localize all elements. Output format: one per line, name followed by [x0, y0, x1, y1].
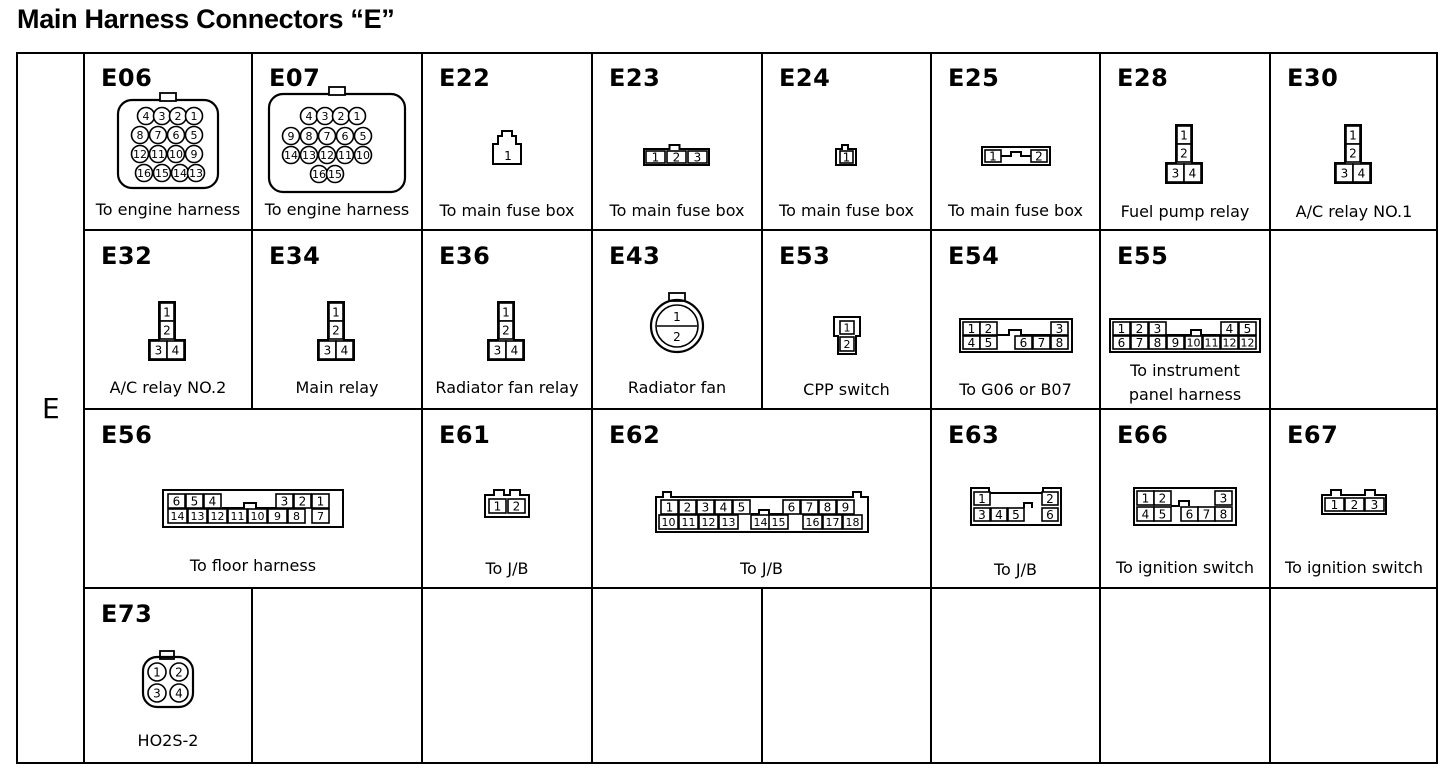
pin-number: 1	[153, 665, 161, 680]
pin-number: 6	[1117, 335, 1126, 350]
connector-key	[1024, 503, 1032, 508]
connector-diagram	[252, 301, 422, 363]
column-divider	[591, 52, 593, 230]
pin-number: 7	[323, 129, 331, 143]
pin-number: 1	[1117, 321, 1126, 336]
pin-number: 3	[1219, 491, 1228, 506]
pin-number: 10	[169, 147, 183, 161]
pin-number: 9	[287, 129, 295, 143]
pin-number: 7	[317, 509, 324, 523]
connector-diagram	[931, 146, 1100, 166]
pin-number: 12	[210, 509, 225, 523]
pin-number: 6	[172, 494, 181, 509]
connector-code: E67	[1287, 421, 1339, 449]
pin-number: 5	[359, 129, 367, 143]
column-divider	[591, 409, 593, 588]
connector-code: E53	[779, 242, 831, 270]
pin-number: 10	[356, 148, 370, 162]
pin-number: 3	[280, 494, 289, 509]
pin-number: 2	[298, 494, 307, 509]
connector-face-svg	[643, 144, 711, 166]
pin-number: 11	[151, 147, 165, 161]
connector-diagram	[1270, 489, 1438, 515]
column-divider	[251, 588, 253, 764]
column-divider	[930, 588, 932, 764]
connector-diagram	[422, 130, 592, 166]
pin-number: 8	[136, 128, 144, 142]
pin-number: 6	[1185, 507, 1194, 522]
pin-number: 7	[1037, 335, 1045, 350]
column-divider	[591, 230, 593, 409]
pin-number: 1	[316, 494, 325, 509]
pin-number: 9	[274, 509, 281, 523]
column-divider	[1099, 230, 1101, 409]
connector-description: To floor harness	[189, 556, 317, 575]
connector-cell-e67	[1270, 409, 1438, 588]
connector-code: E55	[1117, 242, 1169, 270]
connector-face-svg	[981, 146, 1051, 166]
connector-cell-e55	[1100, 230, 1270, 409]
connector-key	[1166, 330, 1221, 335]
pin-number: 2	[683, 500, 691, 515]
pin-number: 4	[171, 343, 180, 358]
pin-number: 14	[753, 515, 767, 529]
pin-number: 2	[984, 321, 992, 336]
pin-number: 5	[190, 128, 198, 142]
connector-code: E63	[948, 421, 1000, 449]
pin-number: 6	[341, 129, 349, 143]
page-title: Main Harness Connectors “E”	[17, 4, 395, 34]
connector-description: To ignition switch	[1285, 558, 1423, 577]
connector-diagram	[84, 301, 252, 363]
connector-diagram	[1100, 124, 1270, 186]
connector-code: E62	[609, 421, 661, 449]
pin-number: 4	[719, 500, 727, 515]
pin-number: 8	[293, 509, 300, 523]
column-divider	[761, 230, 763, 409]
pin-number: 3	[1340, 166, 1349, 181]
connector-code: E66	[1117, 421, 1169, 449]
connector-description: To main fuse box	[609, 201, 745, 220]
connector-diagram	[84, 650, 252, 710]
pin-number: 8	[1153, 335, 1162, 350]
connector-diagram	[592, 144, 762, 166]
connector-key	[1171, 501, 1189, 506]
connector-diagram	[422, 489, 592, 519]
pin-number: 17	[825, 515, 839, 529]
pin-number: 11	[1204, 336, 1219, 350]
pin-number: 2	[1180, 146, 1188, 161]
pin-number: 13	[302, 148, 316, 162]
pin-number: 3	[977, 507, 986, 522]
pin-number: 11	[681, 515, 695, 529]
grid-border-top	[16, 52, 1438, 54]
pin-number: 12	[701, 515, 715, 529]
pin-number: 9	[190, 147, 198, 161]
pin-number: 4	[994, 507, 1003, 522]
connector-description: To main fuse box	[779, 201, 914, 220]
connector-cell-e30	[1270, 52, 1438, 230]
pin-number: 2	[512, 499, 521, 514]
connector-face-svg	[488, 301, 526, 363]
pin-number: 1	[988, 149, 997, 164]
connector-code: E36	[439, 242, 491, 270]
pin-number: 16	[137, 166, 151, 180]
pin-number: 18	[845, 515, 859, 529]
pin-number: 3	[1171, 166, 1180, 181]
connector-key	[222, 503, 276, 508]
grid-border-left	[16, 52, 18, 764]
pin-number: 13	[189, 166, 203, 180]
pin-number: 1	[1349, 128, 1357, 143]
pin-number: 3	[493, 343, 502, 358]
connector-diagram	[762, 316, 931, 356]
pin-number: 5	[1158, 507, 1167, 522]
connector-description: To main fuse box	[439, 201, 575, 220]
connector-cell-e56	[84, 409, 422, 588]
connector-diagram	[931, 487, 1100, 527]
pin-number: 1	[977, 491, 986, 506]
pin-number: 1	[332, 305, 340, 320]
connector-diagram	[1270, 124, 1438, 186]
pin-number: 2	[1349, 146, 1357, 161]
column-divider	[1269, 588, 1271, 764]
pin-number: 15	[771, 515, 785, 529]
column-divider	[1269, 52, 1271, 230]
connector-key	[997, 330, 1051, 335]
pin-number: 1	[502, 305, 510, 320]
connector-diagram	[422, 301, 592, 363]
pin-number: 10	[250, 509, 265, 523]
pin-number: 11	[338, 148, 352, 162]
connector-diagram	[84, 489, 422, 529]
pin-number: 16	[312, 167, 326, 181]
connector-cell-e25	[931, 52, 1100, 230]
connector-lock-tab	[329, 87, 345, 95]
connector-diagram	[1100, 318, 1270, 354]
pin-number: 4	[305, 109, 313, 123]
pin-number: 3	[1153, 321, 1162, 336]
pin-number: 2	[174, 109, 182, 123]
pin-number: 1	[665, 500, 673, 515]
pin-number: 4	[510, 343, 519, 358]
pin-number: 2	[843, 337, 850, 351]
connector-cell-e07	[252, 52, 422, 230]
connector-cell-e62	[592, 409, 931, 588]
connector-description: To J/B	[485, 559, 529, 578]
pin-number: 6	[1019, 335, 1027, 350]
pin-number: 3	[158, 109, 166, 123]
connector-description: To ignition switch	[1116, 558, 1254, 577]
pin-number: 1	[493, 499, 502, 514]
connector-code: E61	[439, 421, 491, 449]
connector-face-svg	[1133, 487, 1237, 527]
connector-key	[1001, 152, 1031, 156]
connector-diagram	[931, 318, 1100, 354]
connector-description: Fuel pump relay	[1120, 202, 1250, 221]
connector-face-svg	[116, 92, 220, 192]
connector-lock-tab	[160, 93, 176, 101]
connector-face-svg	[830, 316, 864, 356]
pin-number: 4	[1188, 166, 1197, 181]
connector-description: To main fuse box	[948, 201, 1083, 220]
pin-number: 14	[170, 509, 185, 523]
connector-cell-e28	[1100, 52, 1270, 230]
connector-description: A/C relay NO.2	[109, 378, 227, 397]
pin-number: 6	[787, 500, 795, 515]
pin-number: 5	[190, 494, 199, 509]
pin-number: 5	[1011, 507, 1020, 522]
column-divider	[930, 52, 932, 230]
connector-code: E56	[101, 421, 153, 449]
pin-number: 10	[1186, 336, 1201, 350]
pin-number: 3	[321, 109, 329, 123]
connector-face-svg	[959, 318, 1073, 354]
connector-code: E23	[609, 64, 661, 92]
connector-cell-e43	[592, 230, 762, 409]
pin-number: 10	[661, 515, 675, 529]
connector-description-line1: To instrument	[1130, 361, 1240, 380]
pin-number: 7	[1202, 507, 1211, 522]
connector-face-svg	[655, 491, 869, 533]
connector-diagram	[762, 144, 931, 166]
connector-face-svg	[138, 650, 198, 710]
connector-cell-e34	[252, 230, 422, 409]
pin-number: 15	[155, 166, 169, 180]
pin-number: 2	[1158, 491, 1167, 506]
connector-description: To J/B	[993, 560, 1037, 579]
connector-description: Radiator fan	[627, 378, 727, 397]
pin-number: 1	[843, 321, 850, 335]
connector-diagram	[252, 86, 422, 196]
connector-face-svg	[1166, 124, 1204, 186]
pin-number: 1	[1180, 128, 1188, 143]
connector-description: CPP switch	[803, 380, 890, 399]
connector-diagram	[1100, 487, 1270, 527]
connector-face-svg	[318, 301, 356, 363]
pin-number: 8	[1219, 507, 1228, 522]
pin-number: 7	[805, 500, 813, 515]
connector-face-svg	[835, 144, 859, 166]
connector-grid	[16, 52, 1438, 764]
connector-face-svg	[267, 86, 407, 196]
pin-number: 1	[163, 305, 171, 320]
column-divider	[591, 588, 593, 764]
connector-code: E25	[948, 64, 1000, 92]
connector-cell-e66	[1100, 409, 1270, 588]
connector-cell-e06	[84, 52, 252, 230]
pin-number: 1	[1330, 497, 1339, 512]
pin-number: 2	[1135, 321, 1144, 336]
pin-number: 1	[504, 149, 512, 163]
pin-number: 3	[701, 500, 709, 515]
connector-face-svg	[490, 130, 524, 166]
connector-description: A/C relay NO.1	[1295, 202, 1413, 221]
column-divider	[930, 230, 932, 409]
pin-number: 3	[1055, 321, 1063, 336]
connector-face-svg	[970, 487, 1062, 527]
connector-cell-e32	[84, 230, 252, 409]
pin-number: 5	[1243, 321, 1252, 336]
connector-face-svg	[1321, 489, 1387, 515]
connector-face-svg	[1335, 124, 1373, 186]
connector-code: E30	[1287, 64, 1339, 92]
connector-cell-e23	[592, 52, 762, 230]
connector-code: E22	[439, 64, 491, 92]
connector-description: Main relay	[295, 378, 379, 397]
pin-number: 7	[154, 128, 162, 142]
connector-code: E32	[101, 242, 153, 270]
connector-cell-e54	[931, 230, 1100, 409]
pin-number: 2	[1034, 149, 1043, 164]
connector-face-svg	[484, 489, 530, 519]
pin-number: 14	[173, 166, 187, 180]
pin-number: 6	[1045, 507, 1054, 522]
pin-number: 4	[1357, 166, 1366, 181]
pin-number: 1	[1141, 491, 1150, 506]
pin-number: 4	[142, 109, 150, 123]
column-divider	[1269, 409, 1271, 588]
pin-number: 2	[1350, 497, 1359, 512]
pin-number: 13	[190, 509, 205, 523]
connector-cell-e36	[422, 230, 592, 409]
pin-number: 5	[737, 500, 745, 515]
pin-number: 14	[284, 148, 298, 162]
connector-key	[751, 510, 783, 514]
pin-number: 12	[1222, 336, 1237, 350]
connector-diagram	[84, 92, 252, 192]
pin-number: 12	[133, 147, 147, 161]
connector-cell-e22	[422, 52, 592, 230]
column-divider	[421, 230, 423, 409]
pin-number: 4	[967, 335, 975, 350]
pin-number: 3	[323, 343, 332, 358]
pin-number: 1	[190, 109, 198, 123]
connector-cell-e73	[84, 588, 252, 764]
pin-number: 16	[805, 515, 819, 529]
pin-number: 1	[967, 321, 975, 336]
column-divider	[1099, 52, 1101, 230]
pin-number: 4	[175, 686, 183, 701]
column-divider	[251, 230, 253, 409]
connector-description-line2: panel harness	[1128, 385, 1242, 404]
pin-number: 2	[502, 323, 510, 338]
connector-face-svg	[647, 292, 707, 354]
connector-diagram	[592, 491, 931, 533]
connector-cell-e61	[422, 409, 592, 588]
column-divider	[930, 409, 932, 588]
column-divider	[251, 52, 253, 230]
connector-description: To engine harness	[264, 200, 410, 219]
connector-code: E28	[1117, 64, 1169, 92]
pin-number: 1	[353, 109, 361, 123]
pin-number: 3	[693, 150, 702, 165]
connector-cell-e24	[762, 52, 931, 230]
pin-number: 1	[842, 150, 850, 165]
pin-number: 9	[841, 500, 849, 515]
connector-code: E06	[101, 64, 153, 92]
pin-number: 8	[823, 500, 831, 515]
column-divider	[761, 588, 763, 764]
pin-number: 15	[328, 167, 342, 181]
pin-number: 3	[154, 343, 163, 358]
connector-description: Radiator fan relay	[435, 378, 579, 397]
connector-code: E43	[609, 242, 661, 270]
connector-description: To G06 or B07	[959, 380, 1072, 399]
pin-number: 8	[305, 129, 313, 143]
column-divider	[1099, 588, 1101, 764]
pin-number: 9	[1171, 335, 1180, 350]
connector-cell-e53	[762, 230, 931, 409]
connector-code: E73	[101, 600, 153, 628]
pin-number: 4	[340, 343, 349, 358]
column-divider	[421, 588, 423, 764]
pin-number: 2	[1045, 491, 1054, 506]
pin-number: 12	[1240, 336, 1255, 350]
pin-number: 12	[320, 148, 334, 162]
pin-number: 2	[175, 665, 183, 680]
pin-number: 6	[172, 128, 180, 142]
connector-face-svg	[149, 301, 187, 363]
pin-number: 7	[1135, 335, 1144, 350]
connector-face-svg	[162, 489, 344, 529]
pin-number: 1	[651, 150, 660, 165]
column-divider	[1269, 230, 1271, 409]
pin-number: 2	[332, 323, 340, 338]
row-letter: E	[42, 392, 60, 425]
pin-number: 5	[984, 335, 992, 350]
connector-diagram	[592, 292, 762, 354]
connector-code: E54	[948, 242, 1000, 270]
connector-cell-e63	[931, 409, 1100, 588]
pin-number: 2	[163, 323, 171, 338]
pin-number: 13	[721, 515, 735, 529]
pin-number: 4	[208, 494, 217, 509]
pin-number: 8	[1055, 335, 1063, 350]
grid-border-bottom	[16, 762, 1438, 764]
pin-number: 2	[673, 330, 681, 344]
column-divider	[1099, 409, 1101, 588]
column-divider	[761, 52, 763, 230]
pin-number: 2	[337, 109, 345, 123]
connector-face-svg	[1109, 318, 1261, 354]
connector-code: E24	[779, 64, 831, 92]
pin-number: 11	[230, 509, 245, 523]
pin-number: 3	[1370, 497, 1379, 512]
column-divider	[421, 409, 423, 588]
connector-description: HO2S-2	[137, 731, 199, 750]
pin-number: 4	[1225, 321, 1234, 336]
pin-number: 4	[1141, 507, 1150, 522]
connector-description: To J/B	[739, 559, 783, 578]
connector-code: E34	[269, 242, 321, 270]
column-divider	[421, 52, 423, 230]
pin-number: 1	[673, 310, 681, 324]
connector-description: To engine harness	[95, 200, 241, 219]
pin-number: 2	[672, 150, 681, 165]
connector-code: E07	[269, 64, 321, 92]
pin-number: 3	[153, 686, 161, 701]
